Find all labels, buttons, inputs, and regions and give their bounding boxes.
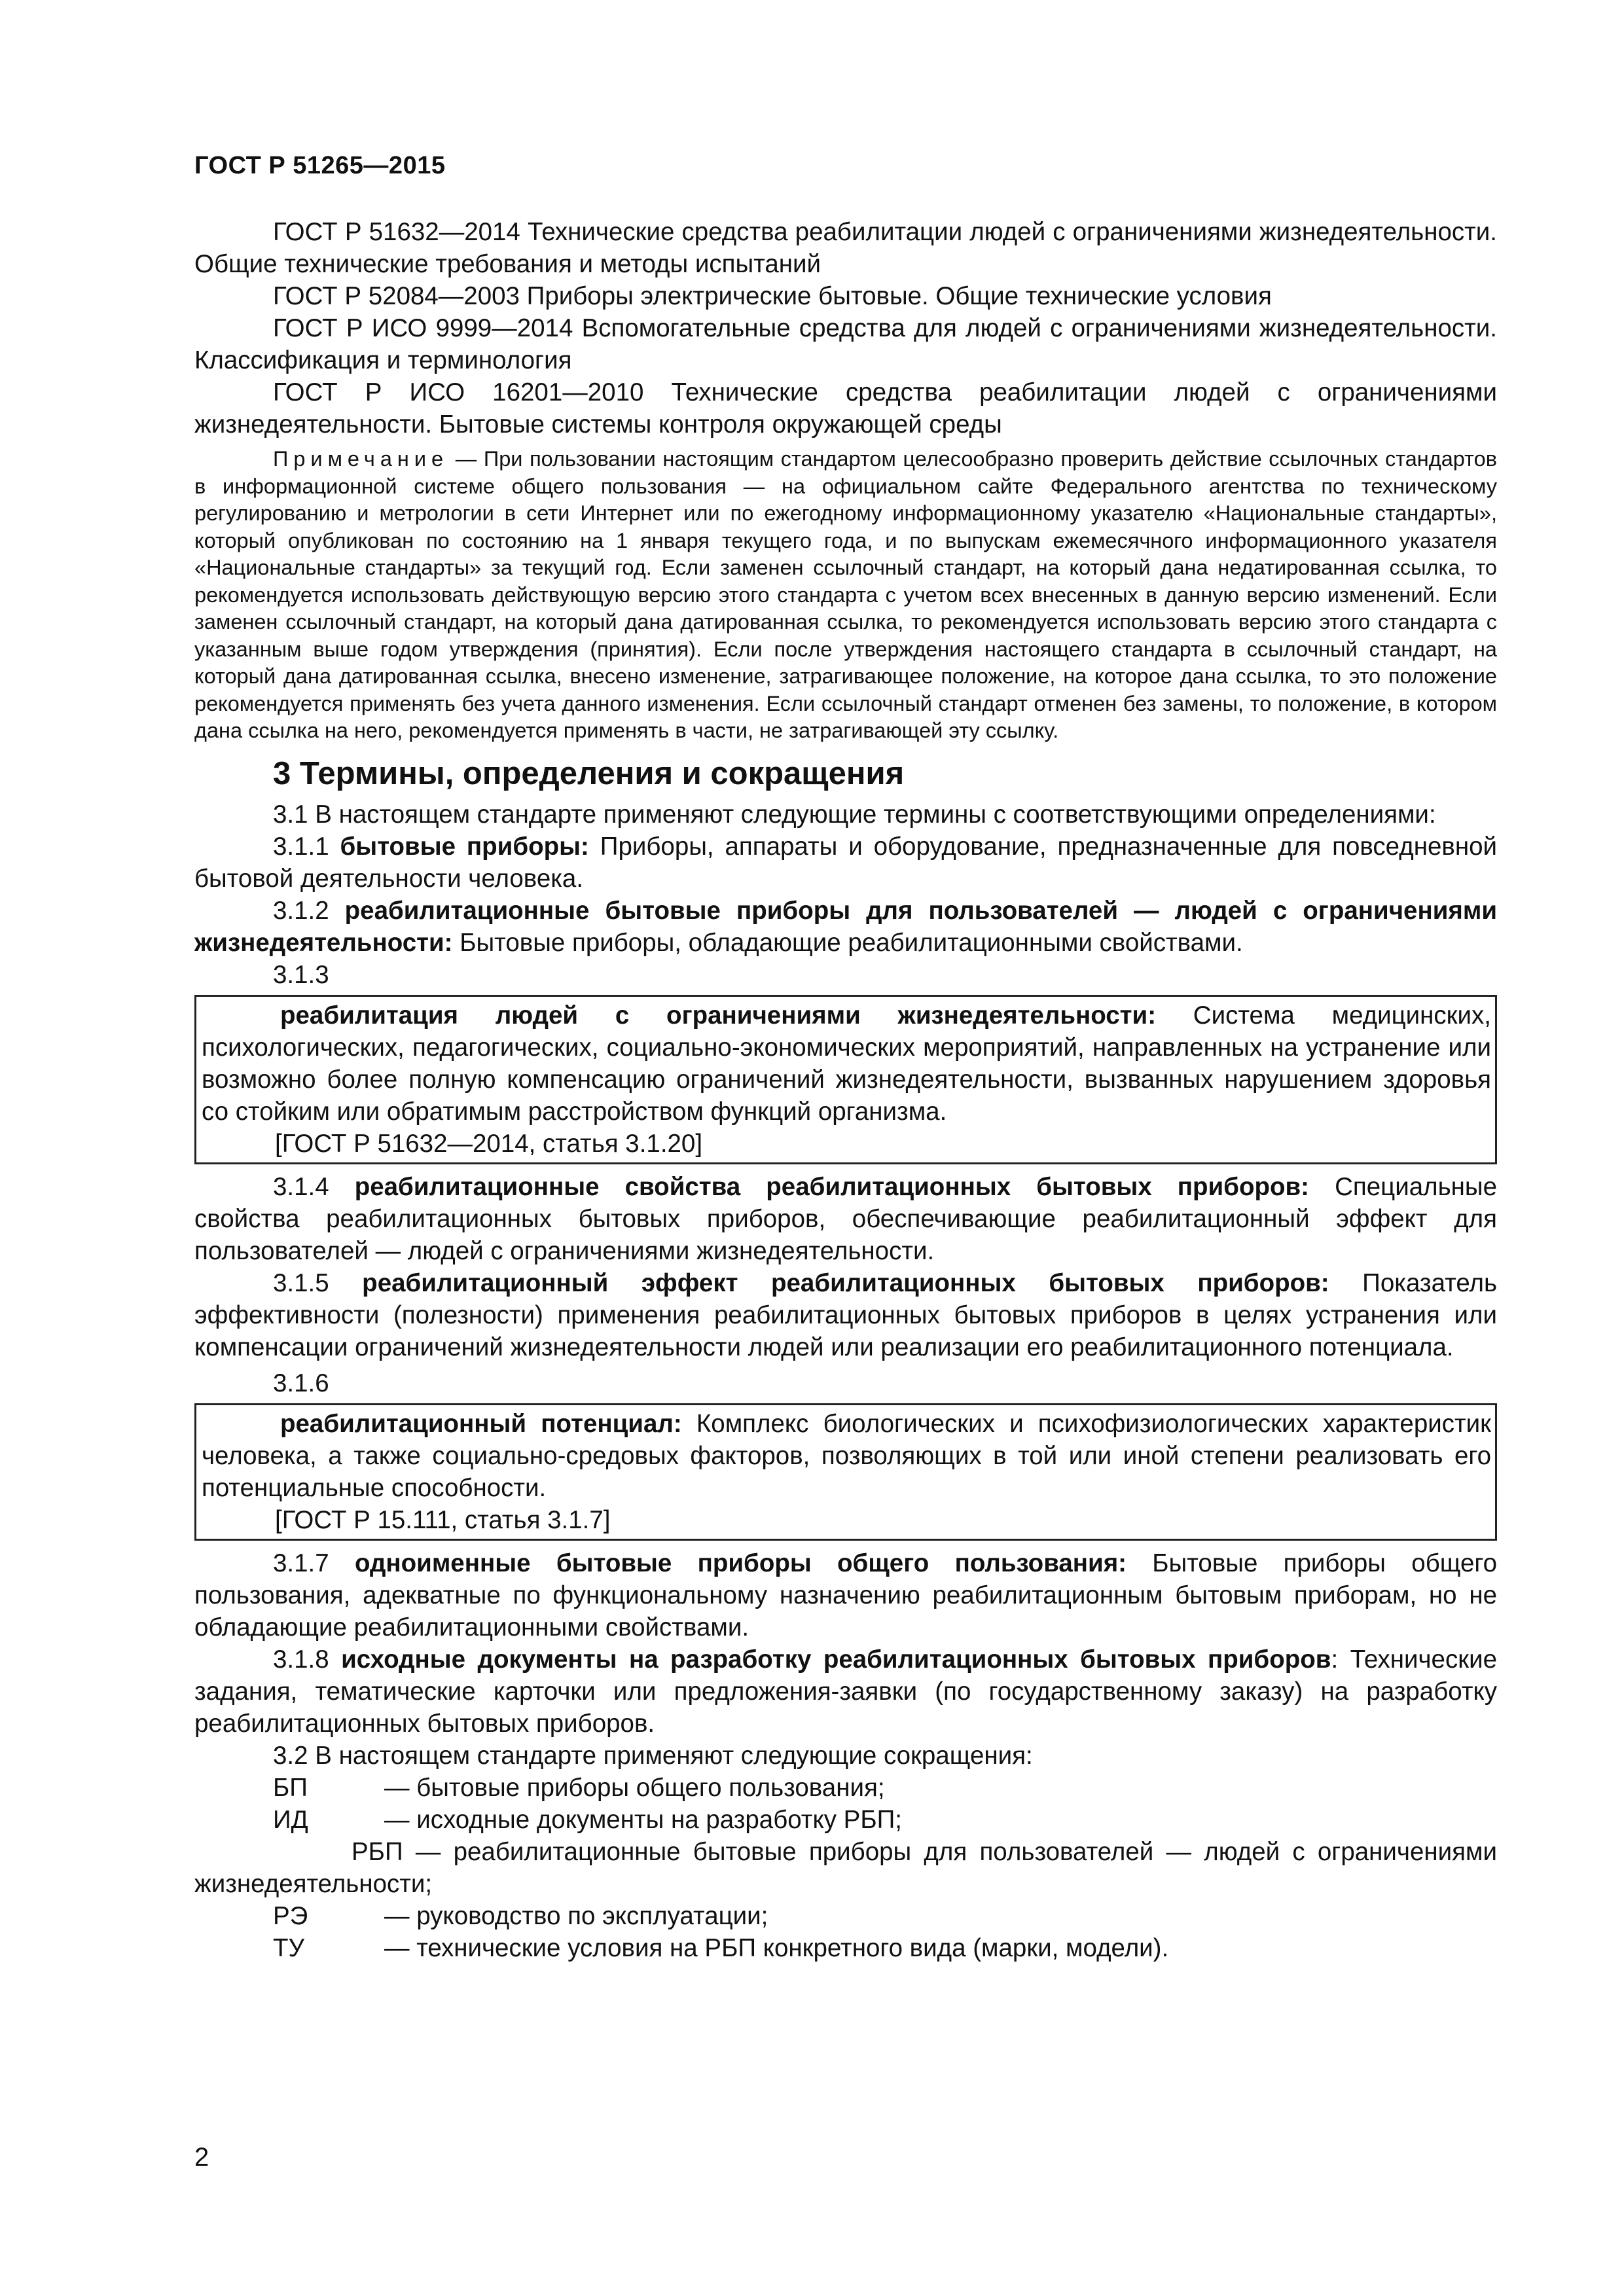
term-3-1-3-number: 3.1.3 — [273, 960, 329, 989]
term-name: реабилитационный потенциал: — [280, 1409, 682, 1438]
document-header: ГОСТ Р 51265—2015 — [194, 152, 446, 179]
abbreviation-item — [194, 1900, 1497, 1932]
term-name: реабилитационные бытовые приборы для пользователей — людей с ограничениями жизнедеятельности: — [194, 896, 1497, 957]
term-3-1-6-number: 3.1.6 — [273, 1369, 329, 1397]
reference-item: ГОСТ Р 52084—2003 Приборы электрические бытовые. Общие технические условия — [273, 282, 1272, 310]
term-definition: Специальные свойства реабилитационных бытовых приборов, обеспечивающие реабилитационный эффект для пользователей — людей с ограничениями жизнедеятельности. — [194, 1172, 1497, 1265]
term-name: реабилитационные свойства реабилитационных бытовых приборов: — [354, 1172, 1310, 1201]
section-title: 3 Термины, определения и сокращения — [273, 755, 905, 791]
reference-item: ГОСТ Р 51632—2014 Технические средства реабилитации людей с ограничениями жизнедеятельности. Общие технические требования и методы испытаний — [194, 218, 1497, 278]
term-definition: Приборы, аппараты и оборудование, предназначенные для повседневной бытовой деятельности человека. — [194, 832, 1498, 893]
abbreviation: РБП — [352, 1837, 403, 1866]
term-source: [ГОСТ Р 15.111, статья 3.1.7] — [275, 1505, 611, 1534]
note-text: — При пользовании настоящим стандартом целесообразно проверить действие ссылочных стандартов в информационной системе общего пользования — на официальном сайте Федерального агентства по техническому регулированию и метрологии в сети Интернет или по ежегодному информационному указателю «Национальные стандарты», который опубликован по состоянию на 1 января текущего года, и по выпускам ежемесячного информационного указателя «Национальные стандарты» за текущий год. Если заменен ссылочный стандарт, на который дана недатированная ссылка, то рекомендуется использовать действующую версию этого стандарта с учетом всех внесенных в данную версию изменений. Если заменен ссылочный стандарт, на который дана датированная ссылка, то рекомендуется использовать версию этого стандарта с указанным выше годом утверждения (принятия). Если после утверждения настоящего стандарта в ссылочный стандарт, на который дана датированная ссылка, внесено изменение, затрагивающее положение, на которое дана ссылка, то это положение рекомендуется применять без учета данного изменения. Если ссылочный стандарт отменен без замены, то положение, в котором дана ссылка на него, рекомендуется применять в части, не затрагивающей эту ссылку. — [194, 447, 1497, 742]
note-lead: Примечание — [273, 447, 449, 471]
abbreviation-definition: — исходные документы на разработку РБП; — [384, 1805, 902, 1834]
term-3-1-3 — [202, 999, 1491, 1128]
term-3-1-3-box — [194, 995, 1497, 1164]
term-definition: Показатель эффективности (полезности) применения реабилитационных бытовых приборов в целях устранения или компенсации ограничений жизнедеятельности людей или реализации его реабилитационного потенциала. — [194, 1268, 1498, 1361]
term-name: реабилитация людей с ограничениями жизнедеятельности: — [280, 1001, 1157, 1030]
term-3-1-6 — [202, 1408, 1491, 1504]
term-3-1-1 — [194, 831, 1497, 895]
term-number: 3.1.7 — [273, 1549, 355, 1577]
abbreviation: РЭ — [273, 1901, 308, 1930]
clause-3-1: 3.1 В настоящем стандарте применяют следующие термины с соответствующими определениями: — [273, 800, 1436, 829]
reference-item: ГОСТ Р ИСО 9999—2014 Вспомогательные средства для людей с ограничениями жизнедеятельности. Классификация и терминология — [194, 314, 1497, 374]
term-3-1-2 — [194, 895, 1497, 959]
term-3-1-6-box — [194, 1403, 1497, 1541]
reference-item: ГОСТ Р ИСО 16201—2010 Технические средства реабилитации людей с ограничениями жизнедеятельности. Бытовые системы контроля окружающей среды — [194, 378, 1497, 439]
abbreviation: ТУ — [273, 1933, 304, 1962]
term-number: 3.1.1 — [273, 832, 340, 861]
term-3-1-8 — [194, 1643, 1497, 1740]
term-number: 3.1.2 — [273, 896, 345, 925]
term-name: реабилитационный эффект реабилитационных бытовых приборов: — [362, 1268, 1329, 1297]
abbreviation-definition: — технические условия на РБП конкретного вида (марки, модели). — [384, 1933, 1169, 1962]
note-paragraph — [194, 446, 1497, 745]
abbreviation-item — [194, 1932, 1497, 1964]
abbreviation-item — [194, 1836, 1497, 1900]
page-number: 2 — [194, 2143, 209, 2172]
term-3-1-7 — [194, 1547, 1497, 1643]
document-body — [194, 216, 1497, 1964]
term-definition: Система медицинских, психологических, педагогических, социально-экономических мероприятий, направленных на устранение или возможно более полную компенсацию ограничений жизнедеятельности, вызванных нарушением здоровья со стойким или обратимым расстройством функций организма. — [202, 1001, 1491, 1126]
term-number: 3.1.5 — [273, 1268, 363, 1297]
term-name: исходные документы на разработку реабилитационных бытовых приборов — [341, 1645, 1331, 1674]
term-definition: Комплекс биологических и психофизиологических характеристик человека, а также социально-средовых факторов, позволяющих в той или иной степени реализовать его потенциальные способности. — [202, 1409, 1491, 1502]
abbreviation-definition: — бытовые приборы общего пользования; — [384, 1773, 885, 1802]
term-number: 3.1.8 — [273, 1645, 342, 1674]
term-number: 3.1.4 — [273, 1172, 355, 1201]
term-3-1-5 — [194, 1267, 1497, 1363]
term-3-1-4 — [194, 1171, 1497, 1267]
abbreviation-item — [194, 1804, 1497, 1836]
abbreviation-definition: — реабилитационные бытовые приборы для пользователей — людей с ограничениями жизнедеятельности; — [194, 1837, 1497, 1898]
term-source: [ГОСТ Р 51632—2014, статья 3.1.20] — [275, 1129, 703, 1158]
abbreviation-definition: — руководство по эксплуатации; — [384, 1901, 768, 1930]
term-definition: Бытовые приборы общего пользования, адекватные по функциональному назначению реабилитационным бытовым приборам, но не обладающие реабилитационными свойствами. — [194, 1549, 1498, 1641]
term-name: бытовые приборы: — [340, 832, 589, 861]
term-definition: : Технические задания, тематические карточки или предложения-заявки (по государственному заказу) на разработку реабилитационных бытовых приборов. — [194, 1645, 1497, 1738]
abbreviation: ИД — [273, 1805, 308, 1834]
clause-3-2: 3.2 В настоящем стандарте применяют следующие сокращения: — [273, 1741, 1033, 1770]
abbreviation-item — [194, 1772, 1497, 1804]
term-name: одноименные бытовые приборы общего пользования: — [354, 1549, 1127, 1577]
abbreviation: БП — [273, 1773, 308, 1802]
term-definition: Бытовые приборы, обладающие реабилитационными свойствами. — [452, 928, 1243, 957]
